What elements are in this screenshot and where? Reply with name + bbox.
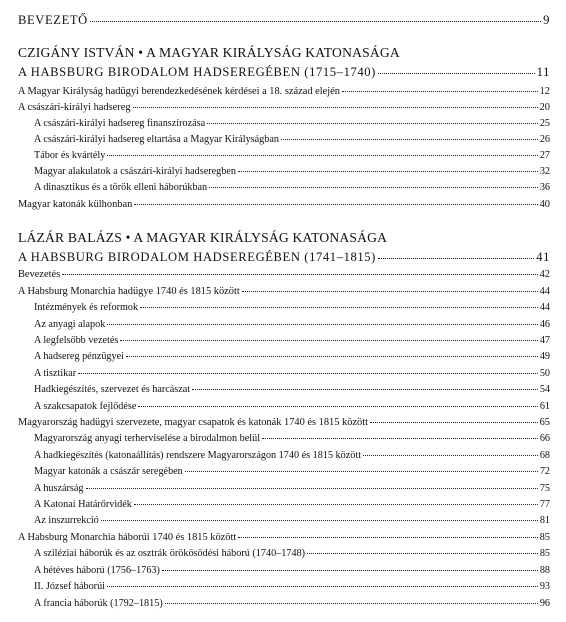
toc-entry-page: 41: [536, 250, 550, 264]
toc-entry-title: A sziléziai háborúk és az osztrák örökösödési háború (1740–1748): [34, 548, 306, 559]
dot-leader: [262, 438, 538, 439]
toc-entry-title: A huszárság: [34, 483, 84, 494]
toc-entry[interactable]: [18, 549, 550, 559]
toc-entry[interactable]: [18, 183, 550, 193]
toc-entry-page: 36: [539, 182, 550, 193]
dot-leader: [120, 340, 538, 341]
toc-entry-page: 54: [539, 384, 550, 395]
toc-entry[interactable]: [18, 434, 550, 444]
dot-leader: [138, 406, 537, 407]
toc-entry[interactable]: [18, 119, 550, 129]
toc-entry[interactable]: [18, 516, 550, 526]
dot-leader: [378, 73, 535, 74]
toc-entry-title: A francia háborúk (1792–1815): [34, 598, 163, 609]
toc-entry-page: 9: [543, 13, 550, 27]
toc-entry-title: Magyar katonák külhonban: [18, 199, 133, 210]
dot-leader: [238, 537, 537, 538]
dot-leader: [134, 504, 538, 505]
toc-entry-title: Az anyagi alapok: [34, 319, 106, 330]
toc-entry-title: Magyar alakulatok a császári-királyi hadseregben: [34, 166, 236, 177]
toc-entry[interactable]: [18, 303, 550, 313]
toc-entry-title: A hadkiegészítés (katonaállítás) rendszere Magyarországon 1740 és 1815 között: [34, 450, 362, 461]
toc-entry[interactable]: [18, 151, 550, 161]
dot-leader: [378, 258, 534, 259]
toc-entry-title: Hadkiegészítés, szervezet és harcászat: [34, 384, 191, 395]
toc-entry-title: A szakcsapatok fejlődése: [34, 401, 137, 412]
toc-entry-page: 44: [539, 302, 550, 313]
toc-entry-title: A legfelsőbb vezetés: [34, 335, 119, 346]
dot-leader: [101, 520, 538, 521]
dot-leader: [192, 389, 538, 390]
dot-leader: [107, 155, 538, 156]
toc-entry-title: Az inszurrekció: [34, 515, 99, 526]
dot-leader: [342, 91, 538, 92]
toc-entry[interactable]: [18, 402, 550, 412]
dot-leader: [185, 471, 538, 472]
dot-leader: [207, 123, 538, 124]
toc-entry-title: Magyarország anyagi terherviselése a birodalmon belül: [34, 433, 261, 444]
toc-entry-page: 47: [539, 335, 550, 346]
toc-entry-title: A Habsburg Monarchia hadügye 1740 és 1815 között: [18, 286, 240, 297]
toc-entry-title: BEVEZETŐ: [18, 13, 88, 27]
toc-entry-title: A hétéves háború (1756–1763): [34, 565, 160, 576]
dot-leader: [238, 171, 538, 172]
toc-entry-title: A tisztikar: [34, 368, 77, 379]
toc-entry-page: 44: [539, 286, 550, 297]
toc-entry-part1[interactable]: [18, 66, 550, 79]
dot-leader: [165, 603, 538, 604]
dot-leader: [126, 356, 538, 357]
toc-entry-page: 50: [539, 368, 550, 379]
toc-entry-bevezeto[interactable]: [18, 14, 550, 27]
toc-entry-page: 66: [539, 433, 550, 444]
toc-entry-title: Tábor és kvártély: [34, 150, 106, 161]
toc-entry[interactable]: [18, 320, 550, 330]
dot-leader: [209, 187, 538, 188]
dot-leader: [107, 324, 538, 325]
dot-leader: [133, 107, 538, 108]
dot-leader: [370, 422, 538, 423]
part2-heading-line1: LÁZÁR BALÁZS • A MAGYAR KIRÁLYSÁG KATONASÁGA: [18, 230, 388, 245]
toc-entry[interactable]: [18, 566, 550, 576]
dot-leader: [107, 586, 538, 587]
toc-entry[interactable]: [18, 385, 550, 395]
dot-leader: [363, 455, 538, 456]
dot-leader: [134, 204, 537, 205]
toc-entry[interactable]: [18, 484, 550, 494]
toc-entry-title: A Katonai Határőrvidék: [34, 499, 132, 510]
toc-entry-page: 77: [539, 499, 550, 510]
toc-entry-page: 72: [539, 466, 550, 477]
part1-heading-line1: CZIGÁNY ISTVÁN • A MAGYAR KIRÁLYSÁG KATONASÁGA: [18, 45, 400, 60]
toc-entry[interactable]: [18, 418, 550, 428]
toc-entry-page: 12: [539, 86, 550, 97]
toc-entry-page: 68: [539, 450, 550, 461]
toc-entry-page: 75: [539, 483, 550, 494]
toc-entry[interactable]: [18, 103, 550, 113]
toc-entry[interactable]: [18, 467, 550, 477]
toc-entry-title: A dinasztikus és a török elleni háborúkban: [34, 182, 208, 193]
toc-entry-page: 85: [539, 532, 550, 543]
toc-entry-page: 61: [539, 401, 550, 412]
toc-entry-page: 81: [539, 515, 550, 526]
toc-entry-title: A császári-királyi hadsereg: [18, 102, 131, 113]
toc-entry-page: 88: [539, 565, 550, 576]
dot-leader: [62, 274, 537, 275]
toc-entry-page: 46: [539, 319, 550, 330]
toc-entry[interactable]: [18, 500, 550, 510]
dot-leader: [162, 570, 538, 571]
part2-heading-line2: A HABSBURG BIRODALOM HADSEREGÉBEN (1741–1815): [18, 250, 376, 264]
toc-entry-page: 27: [539, 150, 550, 161]
toc-entry-title: A császári-királyi hadsereg eltartása a Magyar Királyságban: [34, 134, 279, 145]
toc-entry[interactable]: [18, 270, 550, 280]
toc-entry[interactable]: [18, 369, 550, 379]
dot-leader: [90, 21, 541, 22]
part1-heading-line2: A HABSBURG BIRODALOM HADSEREGÉBEN (1715–1740): [18, 65, 376, 79]
toc-entry-page: 40: [539, 199, 550, 210]
toc-entry-title: II. József háborúi: [34, 581, 106, 592]
toc-entry[interactable]: [18, 599, 550, 609]
toc-entry-title: Magyarország hadügyi szervezete, magyar csapatok és katonák 1740 és 1815 között: [18, 417, 368, 428]
toc-entry-page: 49: [539, 351, 550, 362]
toc-entry-title: Intézmények és reformok: [34, 302, 139, 313]
toc-entry[interactable]: [18, 352, 550, 362]
dot-leader: [307, 553, 538, 554]
toc-entry-title: A Magyar Királyság hadügyi berendezkedésének kérdései a 18. század elején: [18, 86, 340, 97]
dot-leader: [242, 291, 538, 292]
toc-entry-page: 65: [539, 417, 550, 428]
toc-entry-page: 85: [539, 548, 550, 559]
toc-entry-page: 26: [539, 134, 550, 145]
toc-entry[interactable]: [18, 135, 550, 145]
toc-entry[interactable]: [18, 87, 550, 97]
dot-leader: [140, 307, 538, 308]
toc-entry-page: 42: [539, 269, 550, 280]
dot-leader: [86, 488, 538, 489]
toc-entry-page: 20: [539, 102, 550, 113]
toc-entry-part2[interactable]: [18, 251, 550, 264]
toc-entry-page: 93: [539, 581, 550, 592]
toc-entry[interactable]: [18, 336, 550, 346]
toc-entry[interactable]: [18, 167, 550, 177]
toc-entry-title: Magyar katonák a császár seregében: [34, 466, 183, 477]
toc-entry-title: A Habsburg Monarchia háborúi 1740 és 1815 között: [18, 532, 237, 543]
toc-entry[interactable]: [18, 582, 550, 592]
toc-entry-title: Bevezetés: [18, 269, 61, 280]
toc-entry[interactable]: [18, 533, 550, 543]
toc-entry[interactable]: [18, 200, 550, 210]
dot-leader: [78, 373, 538, 374]
toc-entry-page: 32: [539, 166, 550, 177]
toc-entry-page: 11: [536, 65, 550, 79]
toc-entry-title: A hadsereg pénzügyei: [34, 351, 124, 362]
dot-leader: [281, 139, 538, 140]
toc-entry-page: 96: [539, 598, 550, 609]
toc-entry[interactable]: [18, 287, 550, 297]
toc-entry-title: A császári-királyi hadsereg finanszírozása: [34, 118, 206, 129]
toc-entry-page: 25: [539, 118, 550, 129]
toc-entry[interactable]: [18, 451, 550, 461]
